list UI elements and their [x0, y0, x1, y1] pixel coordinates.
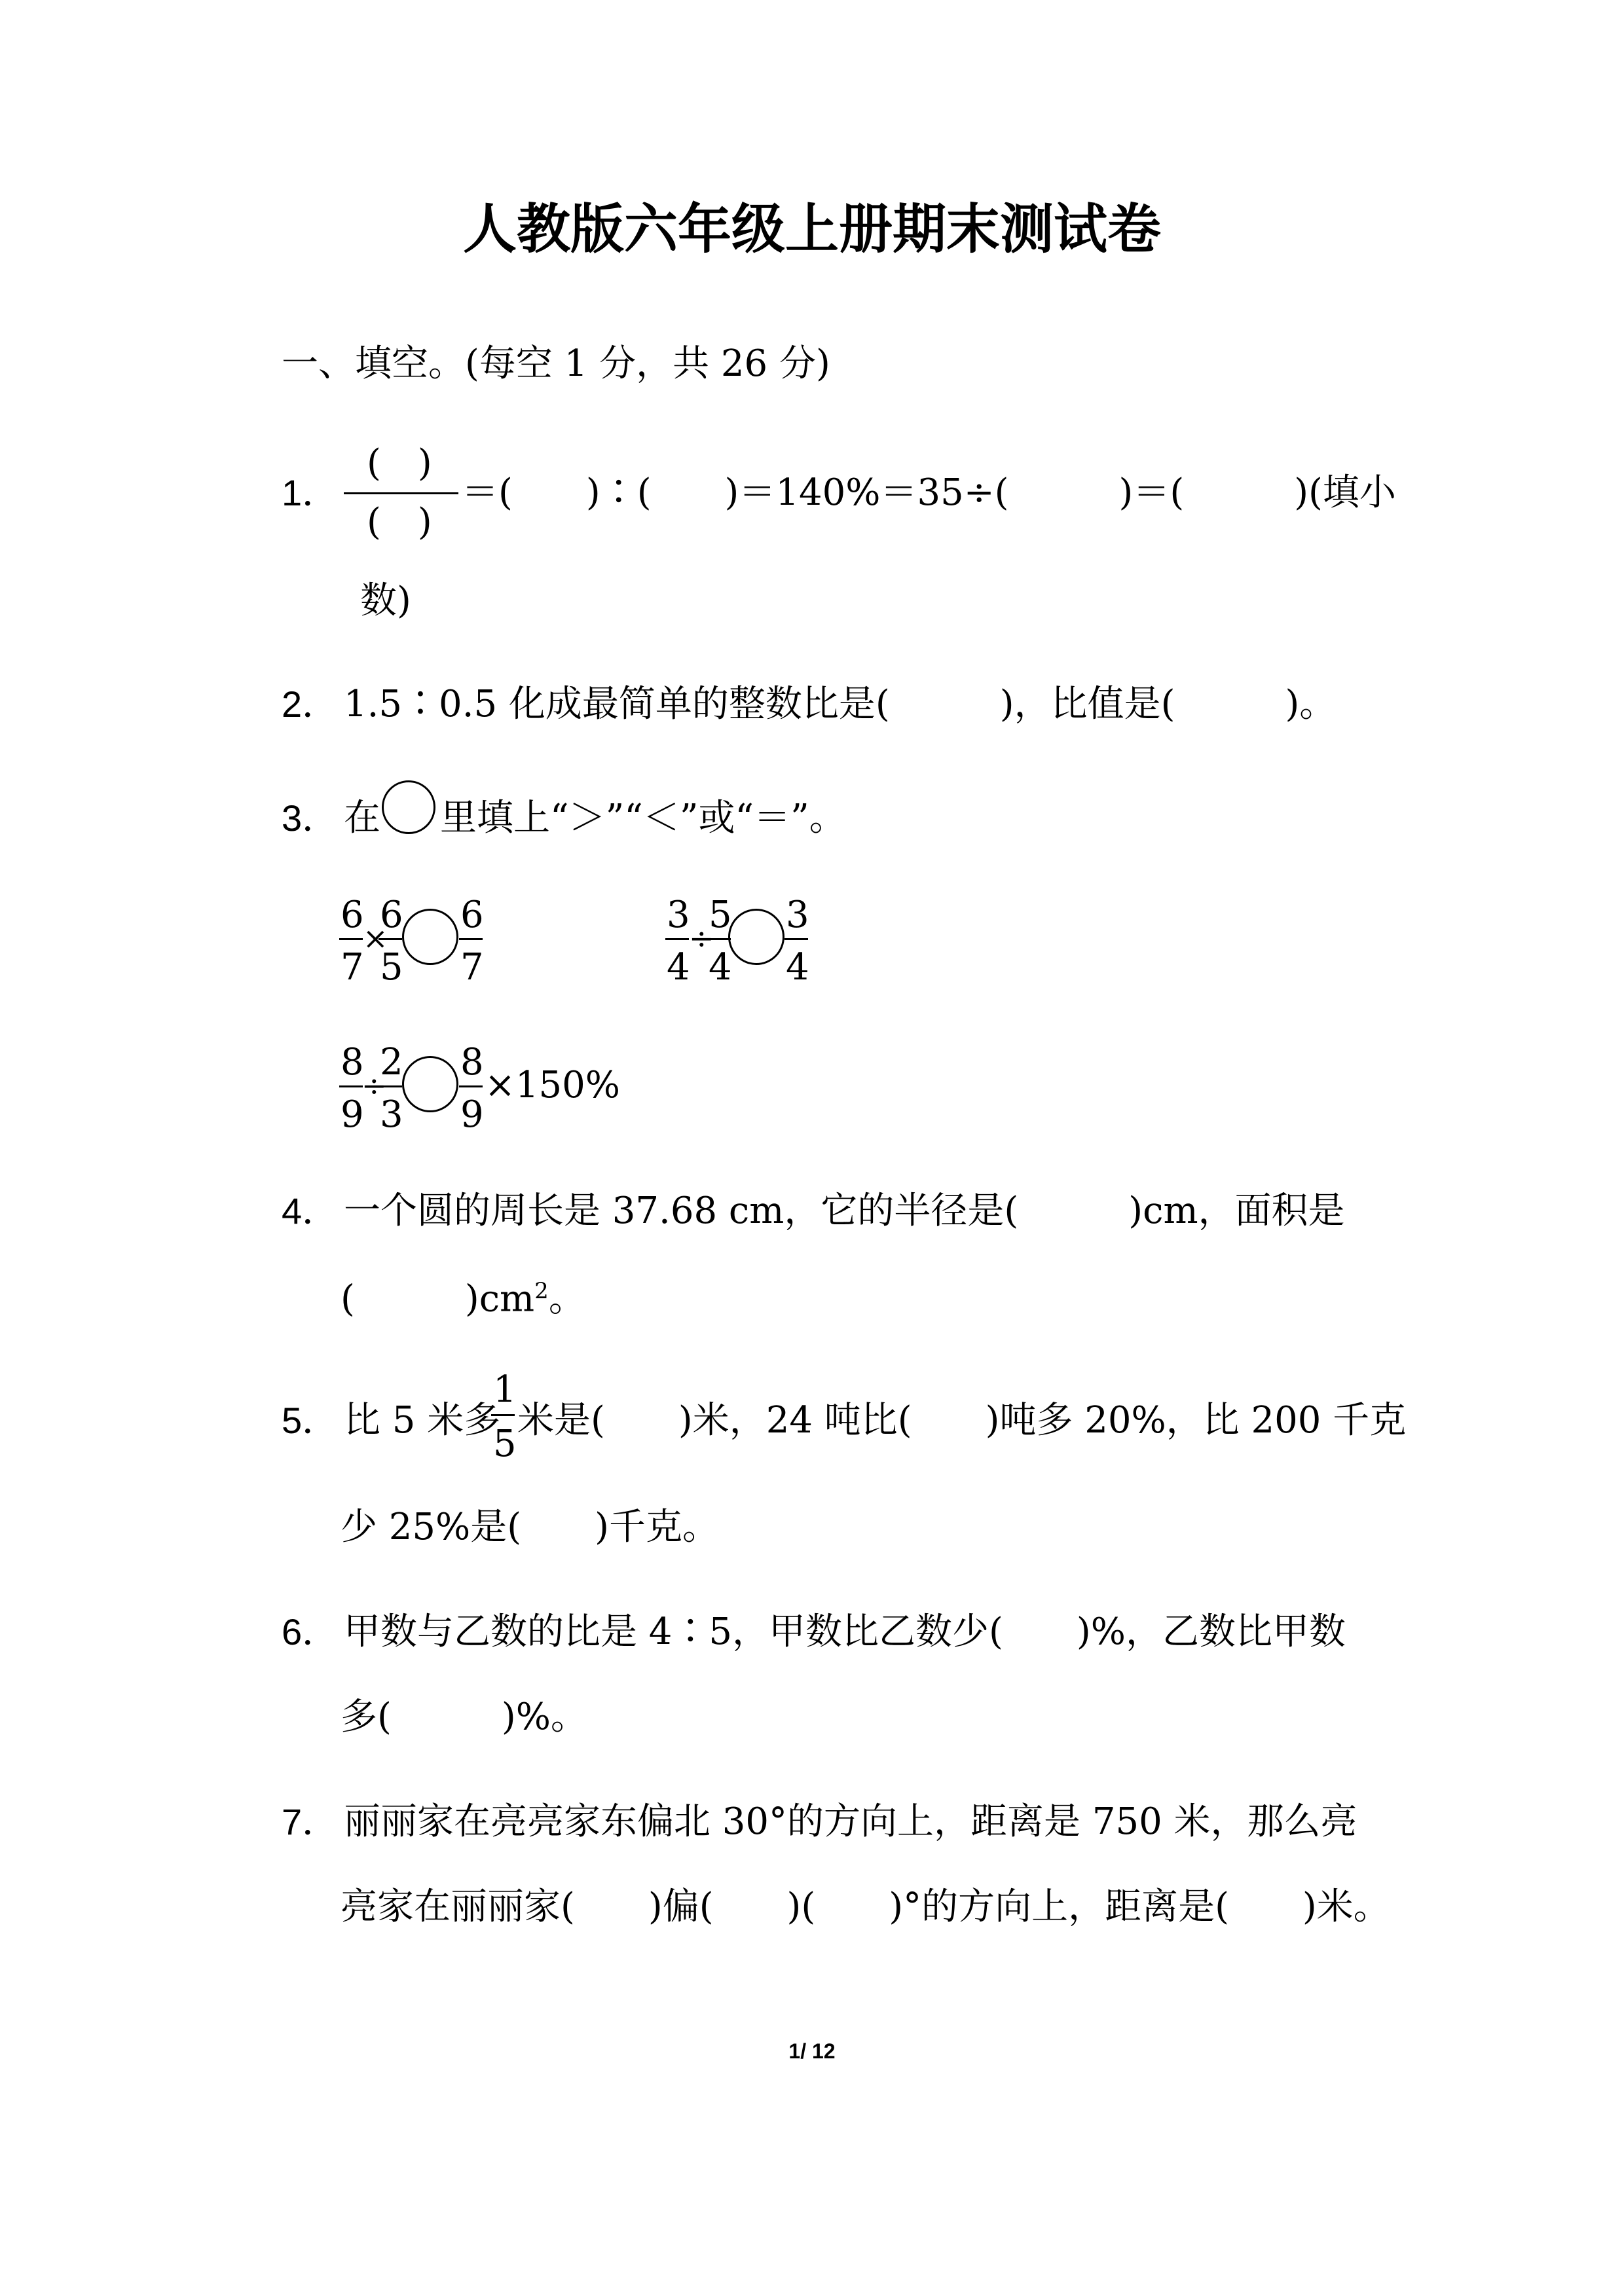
- fraction-numerator: 3: [786, 894, 809, 936]
- operator: ×: [363, 920, 388, 956]
- question-number: 2．: [282, 683, 339, 725]
- fraction-bar: [665, 938, 689, 940]
- section-heading: 一、填空。(每空 1 分，共 26 分): [282, 342, 830, 385]
- fraction-bar: [378, 1085, 402, 1087]
- fraction-numerator: 8: [341, 1041, 364, 1084]
- question-number: 7．: [282, 1801, 339, 1842]
- question-number: 1．: [282, 472, 339, 513]
- operator: ÷: [361, 1068, 387, 1103]
- fraction-numerator: 2: [380, 1041, 403, 1084]
- fraction-bar: [344, 492, 458, 494]
- page-title: 人教版六年级上册期末测试卷: [462, 198, 1161, 261]
- fraction-numerator: 3: [667, 894, 690, 936]
- fraction-denominator: 5: [380, 946, 403, 989]
- superscript: 2: [534, 1278, 549, 1304]
- expression-tail: ×150%: [485, 1064, 621, 1106]
- answer-blank-unit: ( )cm: [341, 1277, 535, 1321]
- question-text: 甲数与乙数的比是 4∶5，甲数比乙数少( )%，乙数比甲数: [344, 1611, 1346, 1653]
- question-text-continued: 多( )%。: [341, 1696, 587, 1738]
- fraction-numerator: 6: [460, 894, 484, 936]
- answer-circle-icon[interactable]: [402, 1056, 458, 1112]
- fraction-bar: [339, 1085, 363, 1087]
- fraction-denominator: 4: [667, 946, 690, 989]
- fraction-denominator: 4: [709, 946, 732, 989]
- question-text: ＝( )∶( )＝140%＝35÷( )＝( )(填小: [462, 471, 1396, 514]
- fraction-denominator: 7: [460, 946, 484, 989]
- question-text: 1.5∶0.5 化成最简单的整数比是( )，比值是( )。: [344, 683, 1337, 725]
- fraction-numerator: 1: [493, 1368, 517, 1411]
- question-number: 4．: [282, 1190, 339, 1231]
- fraction-denominator: 4: [786, 946, 809, 989]
- fraction-bar: [491, 1414, 515, 1416]
- operator: ÷: [689, 920, 714, 956]
- fraction-numerator: 6: [341, 894, 364, 936]
- fraction-denominator: 9: [460, 1093, 484, 1136]
- page-number: 1/ 12: [788, 2039, 836, 2063]
- question-text: 一个圆的周长是 37.68 cm，它的半径是( )cm，面积是: [344, 1190, 1345, 1232]
- fraction-numerator-blank: ( ): [367, 442, 432, 484]
- question-number: 3．: [282, 797, 339, 839]
- question-text-continued: 亮家在丽丽家( )偏( )( )°的方向上，距离是( )米。: [341, 1886, 1390, 1928]
- fraction-bar: [339, 938, 363, 940]
- fraction-bar: [707, 938, 731, 940]
- question-number: 6．: [282, 1611, 339, 1652]
- fraction-denominator-blank: ( ): [367, 501, 432, 543]
- question-text-continued: [341, 1277, 585, 1321]
- question-text-continued: 数): [360, 579, 411, 622]
- fraction-denominator: 9: [341, 1093, 364, 1136]
- fraction-bar: [784, 938, 808, 940]
- fraction-denominator: 5: [493, 1423, 517, 1465]
- fraction-numerator: 6: [380, 894, 403, 936]
- question-text: 丽丽家在亮亮家东偏北 30°的方向上，距离是 750 米，那么亮: [344, 1800, 1357, 1843]
- period: 。: [548, 1277, 585, 1321]
- answer-circle-icon[interactable]: [728, 909, 784, 965]
- question-number: 5．: [282, 1400, 339, 1441]
- fraction-bar: [459, 938, 483, 940]
- question-text-pre: 在: [344, 797, 380, 839]
- question-text-post: 里填上“＞”“＜”或“＝”。: [440, 797, 846, 839]
- question-text-pre: 比 5 米多: [344, 1399, 501, 1442]
- fraction-bar: [459, 1085, 483, 1087]
- answer-circle-icon: [382, 780, 435, 834]
- fraction-numerator: 8: [460, 1041, 484, 1084]
- question-text-continued: 少 25%是( )千克。: [341, 1506, 719, 1548]
- fraction-denominator: 7: [341, 946, 364, 989]
- answer-circle-icon[interactable]: [402, 909, 458, 965]
- question-text: 米是( )米，24 吨比( )吨多 20%，比 200 千克: [517, 1399, 1407, 1442]
- fraction-numerator: 5: [709, 894, 732, 936]
- fraction-denominator: 3: [380, 1093, 403, 1136]
- fraction-bar: [378, 938, 402, 940]
